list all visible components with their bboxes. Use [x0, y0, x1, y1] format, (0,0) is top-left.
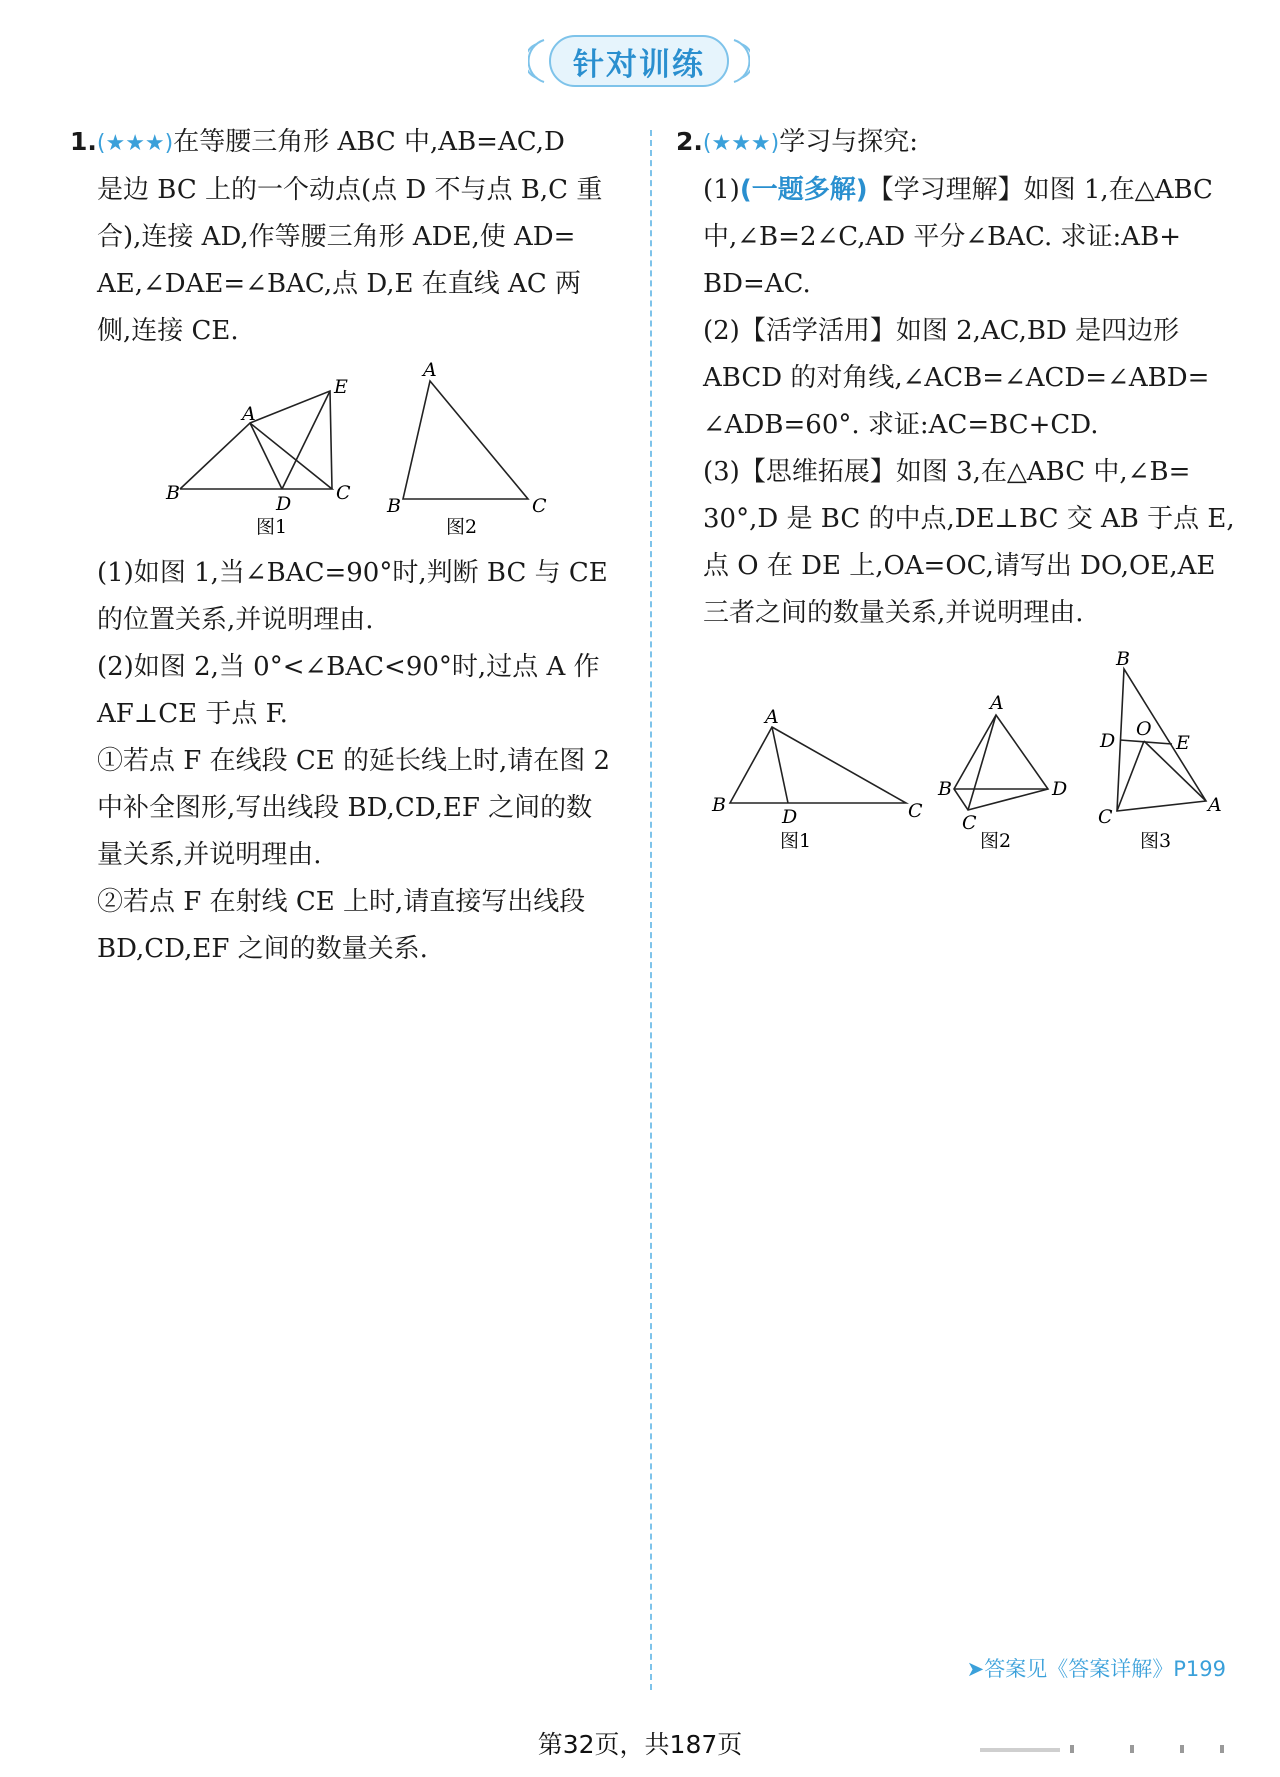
q2-fig3-label-d: D [1100, 730, 1116, 752]
q2-number: 2. [676, 127, 703, 156]
q1-fig1-caption: 图1 [256, 516, 288, 538]
question-2 [676, 118, 1236, 852]
q2-part3-line4: 三者之间的数量关系,并说明理由. [703, 598, 1084, 628]
q1-fig1-label-d: D [276, 493, 292, 515]
q2-fig2-caption: 图2 [980, 830, 1012, 852]
q1-fig1-segment-de [282, 391, 330, 489]
q1-sub1-line1: ①若点 F 在线段 CE 的延长线上时,请在图 2 [97, 746, 611, 776]
q1-stem-line2: 是边 BC 上的一个动点(点 D 不与点 B,C 重 [97, 175, 603, 205]
q1-fig2-triangle [403, 381, 528, 499]
q1-fig2-label-b: B [387, 495, 401, 517]
q2-part1-line3: BD=AC. [703, 269, 811, 299]
q2-part1-line2: 中,∠B=2∠C,AD 平分∠BAC. 求证:AB+ [703, 222, 1181, 252]
q2-title: 学习与探究: [779, 127, 919, 157]
q2-fig3-label-o: O [1136, 718, 1152, 740]
q1-fig1-label-e: E [334, 376, 348, 398]
q2-fig2-label-b: B [938, 778, 952, 800]
q1-fig1-triangle-aec [250, 391, 332, 489]
q2-fig1-label-c: C [908, 800, 923, 822]
q1-stem-line5: 侧,连接 CE. [97, 316, 239, 346]
q1-sub2-line1: ②若点 F 在射线 CE 上时,请直接写出线段 [97, 887, 586, 917]
q1-stem-line3: 合),连接 AD,作等腰三角形 ADE,使 AD= [97, 222, 576, 252]
q1-figure-svg [70, 355, 630, 550]
answer-reference: ➤答案见《答案详解》P199 [966, 1657, 1226, 1681]
q1-fig1-segment-ad [250, 423, 282, 489]
q2-fig3-label-a: A [1208, 794, 1222, 816]
q1-fig1-label-b: B [166, 482, 180, 504]
q2-fig3-label-c: C [1098, 806, 1113, 828]
section-banner [528, 32, 750, 90]
q2-part2-line3: ∠ADB=60°. 求证:AC=BC+CD. [703, 410, 1099, 440]
q2-figures [676, 637, 1236, 852]
q2-fig2-quadrilateral [954, 715, 1048, 810]
question-1 [70, 118, 630, 973]
q2-fig3-label-e: E [1176, 732, 1190, 754]
q1-sub1-line2: 中补全图形,写出线段 BD,CD,EF 之间的数 [97, 793, 593, 823]
q2-part3-line1: (3)【思维拓展】如图 3,在△ABC 中,∠B= [703, 457, 1191, 487]
q2-part1-prefix: (1) [703, 175, 740, 205]
q1-stem-text: 在等腰三角形 ABC 中,AB=AC,D [173, 127, 565, 157]
q1-figures [70, 355, 630, 550]
q2-fig1-label-d: D [782, 806, 798, 828]
q1-part1-line1: (1)如图 1,当∠BAC=90°时,判断 BC 与 CE [97, 558, 608, 588]
q1-fig1-label-c: C [336, 482, 351, 504]
q1-stem-line1 [70, 118, 630, 167]
column-divider [650, 130, 652, 1690]
q1-part2-line2: AF⊥CE 于点 F. [97, 699, 288, 729]
q1-fig2-label-c: C [532, 495, 547, 517]
q2-fig2-diagonal-ac [968, 715, 996, 810]
q2-fig2-label-d: D [1052, 778, 1068, 800]
q2-fig3-caption: 图3 [1140, 830, 1172, 852]
q2-fig3-segment-oc [1117, 741, 1144, 811]
q1-number: 1. [70, 127, 97, 156]
q1-fig1-label-a: A [242, 403, 256, 425]
q2-figure-svg [676, 637, 1236, 852]
q2-fig3-label-b: B [1116, 648, 1130, 670]
page-indicator: 第32页，共187页 [537, 1730, 743, 1759]
q2-fig1-label-b: B [712, 794, 726, 816]
q1-part1-line2: 的位置关系,并说明理由. [97, 605, 374, 635]
q1-difficulty-stars: (★★★) [96, 131, 174, 156]
q2-title-line [676, 118, 1236, 167]
q1-fig2-caption: 图2 [446, 516, 478, 538]
q2-part1-tag: (一题多解) [739, 175, 868, 205]
q2-fig1-label-a: A [765, 706, 779, 728]
q2-part1-line1 [676, 167, 1236, 214]
q1-part2-line1: (2)如图 2,当 0°<∠BAC<90°时,过点 A 作 [97, 652, 600, 682]
q1-fig2-label-a: A [423, 359, 437, 381]
q1-sub2-line2: BD,CD,EF 之间的数量关系. [97, 934, 428, 964]
q2-fig1-caption: 图1 [780, 830, 812, 852]
q1-sub1-line3: 量关系,并说明理由. [97, 840, 322, 870]
q2-fig1-triangle [730, 727, 906, 803]
q1-stem-line4: AE,∠DAE=∠BAC,点 D,E 在直线 AC 两 [97, 269, 581, 299]
q2-fig1-segment-ad [772, 727, 788, 803]
q2-fig2-label-a: A [990, 692, 1004, 714]
q2-part3-line2: 30°,D 是 BC 的中点,DE⊥BC 交 AB 于点 E, [703, 504, 1235, 534]
banner-title: 针对训练 [573, 46, 705, 83]
q2-part3-line3: 点 O 在 DE 上,OA=OC,请写出 DO,OE,AE [703, 551, 1216, 581]
q2-difficulty-stars: (★★★) [702, 131, 780, 156]
q2-fig2-label-c: C [962, 812, 977, 834]
footer-decoration [980, 1745, 1240, 1753]
q2-part2-line1: (2)【活学活用】如图 2,AC,BD 是四边形 [703, 316, 1180, 346]
q2-part2-line2: ABCD 的对角线,∠ACB=∠ACD=∠ABD= [703, 363, 1210, 393]
q2-part1-text: 【学习理解】如图 1,在△ABC [867, 175, 1213, 205]
